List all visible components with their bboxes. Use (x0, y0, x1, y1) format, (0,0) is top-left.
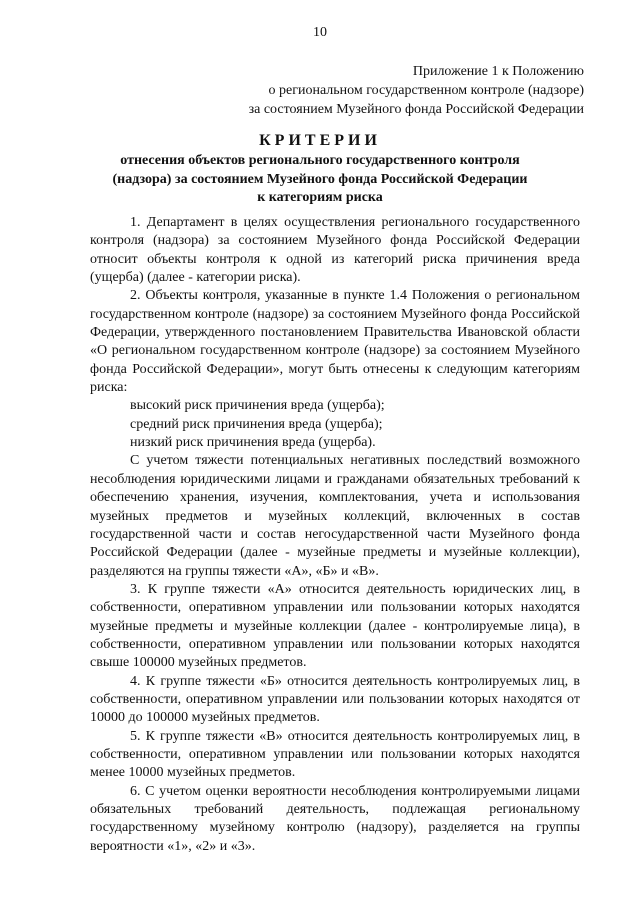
paragraph-1: 1. Департамент в целях осуществления регионального государственного контроля (надзора) за состоянием Музейного фонда Российской Федерации относит объекты контроля к одной из категорий риска причинения вреда (ущерба) (далее - категории риска). (90, 215, 580, 286)
appendix-line-2: о региональном государственном контроле (надзоре) (268, 83, 584, 98)
paragraph-severity-groups: С учетом тяжести потенциальных негативных последствий возможного несоблюдения юридическими лицами и гражданами обязательных требований к обеспечению хранения, изучения, комплектования, учета и использования музейных предметов и музейных коллекций, включенных в состав государственной части и состав негосударственной части Музейного фонда Российской Федерации (далее - музейные предметы и музейные коллекции), разделяются на группы тяжести «А», «Б» и «В». (90, 453, 580, 579)
appendix-line-1: Приложение 1 к Положению (412, 64, 584, 79)
risk-category-high: высокий риск причинения вреда (ущерба); (130, 398, 385, 414)
document-body (90, 214, 580, 856)
document-title (80, 130, 560, 208)
paragraph-5: 5. К группе тяжести «В» относится деятельность контролируемых лиц, в собственности, оперативном управлении или пользовании которых находятся менее 10000 музейных предметов. (90, 728, 580, 781)
risk-category-medium: средний риск причинения вреда (ущерба); (130, 416, 383, 432)
appendix-line-3: за состоянием Музейного фонда Российской Федерации (248, 102, 584, 117)
paragraph-2: 2. Объекты контроля, указанные в пункте 1.4 Положения о региональном государственном контроле (надзоре) за состоянием Музейного фонда Российской Федерации, утвержденного постановлением Правительства Ивановской области «О региональном государственном контроле (надзоре) за состоянием Музейного фонда Российской Федерации», могут быть отнесены к следующим категориям риска: (90, 288, 580, 396)
title-heading: КРИТЕРИИ (259, 132, 381, 149)
risk-category-low: низкий риск причинения вреда (ущерба). (130, 435, 376, 451)
paragraph-6: 6. С учетом оценки вероятности несоблюдения контролируемыми лицами обязательных требований деятельность, подлежащая региональному государственному музейному контролю (надзору), разделяется на группы вероятности «1», «2» и «3». (90, 783, 580, 854)
paragraph-3: 3. К группе тяжести «А» относится деятельность юридических лиц, в собственности, оперативном управлении или пользовании которых находятся музейные предметы и музейные коллекции (далее - контролируемые лица), в собственности, оперативном управлении или пользовании которых находятся свыше 100000 музейных предметов. (90, 581, 580, 671)
appendix-reference (164, 62, 584, 119)
page-number: 10 (313, 25, 327, 40)
paragraph-4: 4. К группе тяжести «Б» относится деятельность контролируемых лиц, в собственности, оперативном управлении или пользовании которых находятся от 10000 до 100000 музейных предметов. (90, 673, 580, 726)
title-line-1: отнесения объектов регионального государственного контроля (120, 153, 520, 168)
title-line-2: (надзора) за состоянием Музейного фонда Российской Федерации (112, 171, 528, 187)
title-line-3: к категориям риска (257, 190, 383, 205)
